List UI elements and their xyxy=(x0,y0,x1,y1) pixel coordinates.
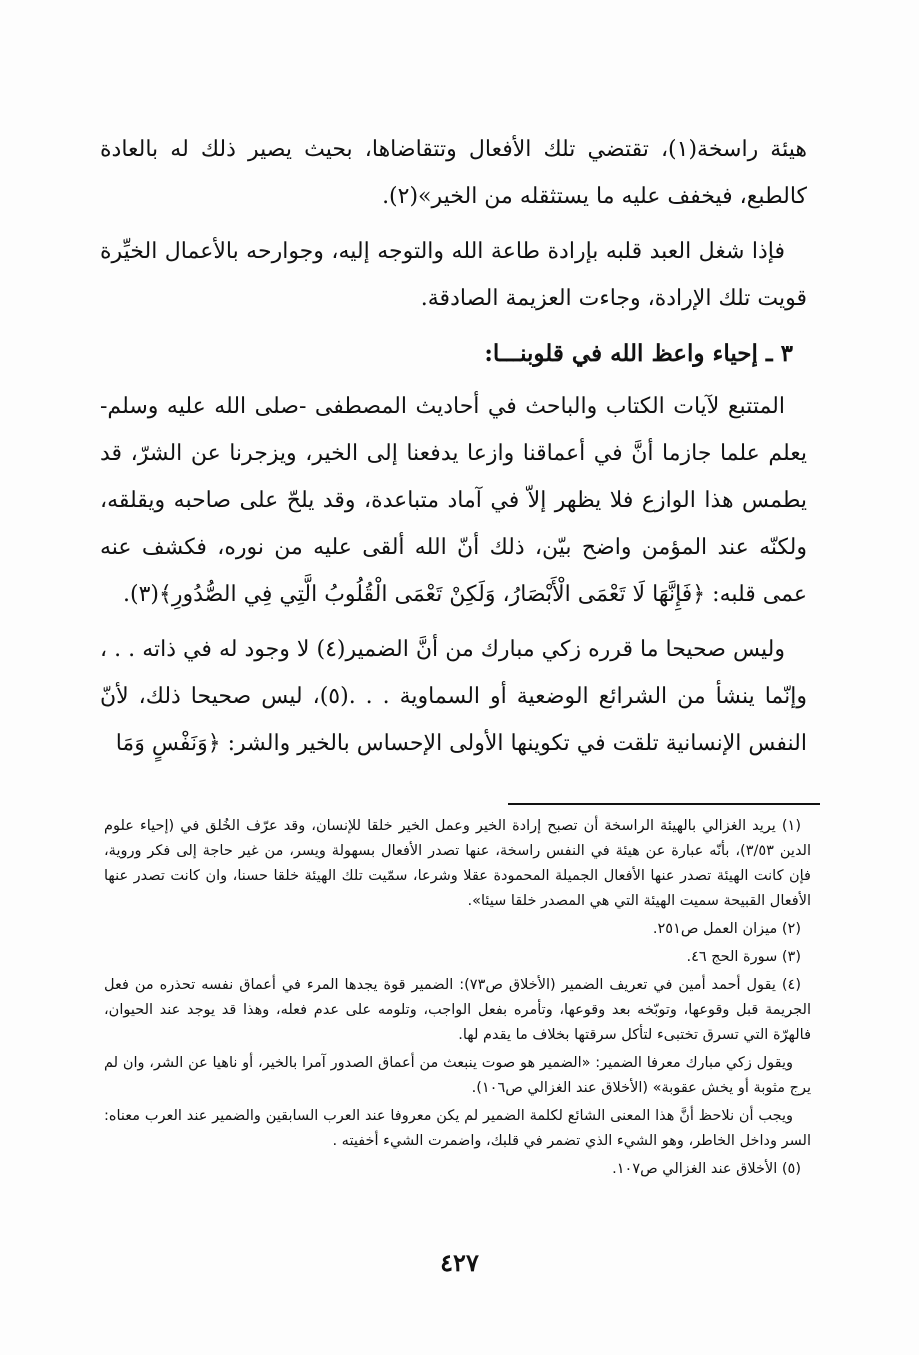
footnote-4-continuation-2: ويجب أن نلاحظ أنَّ هذا المعنى الشائع لكلمة الضمير لم يكن معروفا عند العرب السابقين والضمير عند العرب معناه: السر وداخل الخاطر، وهو الشيء الذي تضمر في قلبك، واضمرت الشيء أخفيته . xyxy=(104,1108,811,1149)
main-text xyxy=(100,126,807,775)
page-number: ٤٢٧ xyxy=(440,1248,479,1277)
footnote-5: (٥) الأخلاق عند الغزالي ص١٠٧. xyxy=(612,1161,801,1177)
footnote-4-continuation-1: ويقول زكي مبارك معرفا الضمير: «الضمير هو صوت ينبعث من أعماق الصدور آمرا بالخير، أو ناهيا عن الشر، وان لم يرج مثوبة أو يخش عقوبة» (الأخلاق عند الغزالي ص١٠٦). xyxy=(104,1055,811,1096)
paragraph-1: هيئة راسخة(١)، تقتضي تلك الأفعال وتتقاضاها، بحيث يصير ذلك له بالعادة كالطبع، فيخفف عليه ما يستثقله من الخير»(٢). xyxy=(100,137,807,209)
footnote-divider xyxy=(508,803,820,805)
footnote-3: (٣) سورة الحج ٤٦. xyxy=(686,949,801,965)
footnote-4: (٤) يقول أحمد أمين في تعريف الضمير (الأخلاق ص٧٣): الضمير قوة يجدها المرء في أعماق نفسه تحذره من فعل الجريمة قبل وقوعها، وتوبّخه بعد وقوعها، وتأمره بفعل الواجب، وتلومه على عدم فعله، وهذا قد يوجد عند الحيوان، فالهرّة التي تسرق تختبىء لتأكل سرقتها بخلاف ما يقدم لها. xyxy=(104,977,811,1043)
paragraph-4: وليس صحيحا ما قرره زكي مبارك من أنَّ الضمير(٤) لا وجود له في ذاته . . ، وإنّما ينشأ من الشرائع الوضعية أو السماوية . . .(٥)، ليس صحيحا ذلك، لأنّ النفس الإنسانية تلقت في تكوينها الأولى الإحساس بالخير والشر: ﴿وَنَفْسٍ وَمَا xyxy=(100,637,807,756)
section-heading: ٣ ـ إحياء واعظ الله في قلوبنـــا: xyxy=(484,340,793,367)
paragraph-2: فإذا شغل العبد قلبه بإرادة طاعة الله والتوجه إليه، وجوارحه بالأعمال الخيِّرة قويت تلك الإرادة، وجاءت العزيمة الصادقة. xyxy=(100,239,807,311)
footnotes xyxy=(104,814,811,1185)
footnote-1: (١) يريد الغزالي بالهيئة الراسخة أن تصبح إرادة الخير وعمل الخير خلقا للإنسان، وقد عرّف الخُلق في (إحياء علوم الدين ٣/٥٣)، بأنّه عبارة عن هيئة في النفس راسخة، عنها تصدر الأفعال بسهولة ويسر، من غير حاجة إلى فكر وروية، فإن كانت الهيئة تصدر عنها الأفعال الجميلة المحمودة عقلا وشرعا، سمّيت تلك الهيئة خلقا حسنا، وان كانت تصدر عنها الأفعال القبيحة سميت الهيئة التي هي المصدر خلقا سيئا». xyxy=(104,818,811,909)
footnote-2: (٢) ميزان العمل ص٢٥١. xyxy=(652,921,801,937)
paragraph-3: المتتبع لآيات الكتاب والباحث في أحاديث المصطفى -صلى الله عليه وسلم- يعلم علما جازما أنَّ في أعماقنا وازعا يدفعنا إلى الخير، ويزجرنا عن الشرّ، قد يطمس هذا الوازع فلا يظهر إلاّ في آماد متباعدة، وقد يلحّ على صاحبه ويقلقه، ولكنّه عند المؤمن واضح بيّن، ذلك أنّ الله ألقى عليه من نوره، فكشف عنه عمى قلبه: ﴿فَإِنَّهَا لَا تَعْمَى الْأَبْصَارُ، وَلَكِنْ تَعْمَى الْقُلُوبُ الَّتِي فِي الصُّدُورِ﴾(٣). xyxy=(100,394,807,607)
